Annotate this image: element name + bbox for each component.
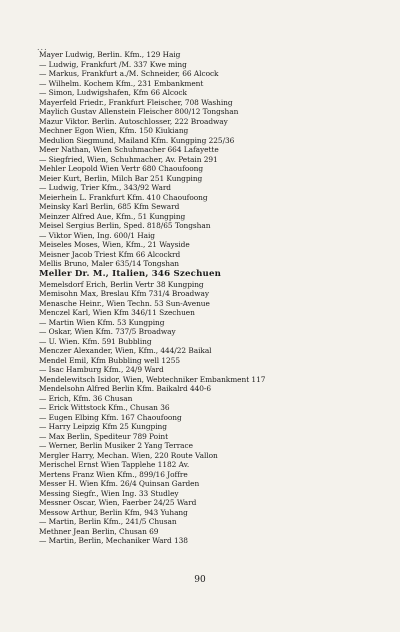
directory-entry: — Ludwig, Frankfurt /M. 337 Kwe ming bbox=[39, 59, 187, 69]
directory-entry: Menasche Heinr., Wien Techn. 53 Sun-Avenue bbox=[39, 298, 210, 308]
directory-entry: Methner Jean Berlin, Chusan 69 bbox=[39, 526, 159, 536]
directory-entry: Mergler Harry, Mechan. Wien, 220 Route Vallon bbox=[39, 450, 218, 460]
directory-entry: — Ludwig, Trier Kfm., 343/92 Ward bbox=[39, 183, 171, 192]
directory-entry: Maylich Gustav Allenstein Fleischer 800/12 Tongshan bbox=[39, 107, 239, 116]
directory-entry: Messow Arthur, Berlin Kfm, 943 Yuhang bbox=[39, 507, 188, 517]
directory-entry: Mellis Bruno, Maler 635/14 Tongshan bbox=[39, 259, 180, 268]
directory-entry: Meinsky Karl Berlin, 685 Kfm Seward bbox=[39, 202, 180, 211]
directory-entry: Mechner Egon Wien, Kfm. 150 Kiukiang bbox=[39, 126, 189, 135]
directory-entry: — Viktor Wien, Ing. 600/1 Haig bbox=[39, 230, 155, 240]
directory-entry: — Erick Wittstock Kfm., Chusan 36 bbox=[39, 403, 170, 412]
directory-entry: Memisohn Max, Breslau Kfm 731/4 Broadway bbox=[39, 289, 209, 298]
directory-entry: — Simon, Ludwigshafen, Kfm 66 Alcock bbox=[39, 88, 187, 97]
directory-entry: Meier Kurt, Berlin, Milch Bar 251 Kungping bbox=[39, 173, 203, 183]
directory-entry: Menczel Karl, Wien Kfm 346/11 Szechuen bbox=[39, 308, 195, 317]
directory-entry: Mendel Emil, Kfm Bubbling well 1255 bbox=[39, 355, 181, 365]
directory-entry: Messing Siegfr., Wien Ing. 33 Studley bbox=[39, 488, 179, 498]
directory-entry: Meer Nathan, Wien Schuhmacher 664 Lafayette bbox=[39, 145, 219, 154]
directory-entry: Mendelsohn Alfred Berlin Kfm. Baikalrd 440-6 bbox=[39, 384, 212, 393]
directory-entry: — Siegfried, Wien, Schuhmacher, Av. Petain 291 bbox=[39, 154, 218, 164]
directory-entry: Meinzer Alfred Aue, Kfm., 51 Kungping bbox=[39, 211, 186, 221]
directory-entries bbox=[39, 50, 380, 546]
directory-entry: Messer H. Wien Kfm. 26/4 Quinsan Garden bbox=[39, 479, 200, 488]
directory-entry: — Markus, Frankfurt a./M. Schneider, 66 Alcock bbox=[39, 69, 219, 78]
directory-entry: Mendelewitsch Isidor, Wien, Webtechniker Embankment 117 bbox=[39, 374, 266, 384]
directory-entry: — Wilhelm. Kochem Kfm., 231 Embankment bbox=[39, 78, 204, 88]
directory-entry: Mehler Leopold Wien Vertr 680 Chaoufoong bbox=[39, 164, 204, 173]
directory-entry: Meiseles Moses, Wien, Kfm., 21 Wayside bbox=[39, 240, 190, 249]
directory-entry: — Harry Leipzig Kfm 25 Kungping bbox=[39, 422, 167, 431]
directory-entry: Menczer Alexander, Wien, Kfm., 444/22 Baikal bbox=[39, 346, 212, 355]
directory-entry: — Martin Wien Kfm. 53 Kungping bbox=[39, 317, 165, 327]
page-number: 90 bbox=[194, 575, 206, 585]
directory-entry: Merischel Ernst Wien Tapplehe 1182 Av. bbox=[39, 460, 190, 469]
directory-entry: Medulion Siegmund, Mailand Kfm. Kungping 225/36 bbox=[39, 135, 235, 145]
directory-entry: — Oskar, Wien Kfm. 737/5 Broadway bbox=[39, 327, 176, 336]
directory-entry: Meller Dr. M., Italien, 346 Szechuen bbox=[39, 268, 222, 279]
directory-entry: Messner Oscar, Wien, Faerber 24/25 Ward bbox=[39, 498, 197, 507]
directory-entry: — Max Berlin, Spediteur 789 Point bbox=[39, 431, 169, 441]
directory-entry: — Eugen Elbing Kfm. 167 Chaoufoong bbox=[39, 412, 182, 422]
corner-mark: ... bbox=[37, 43, 48, 52]
directory-entry: — Martin, Berlin Kfm., 241/5 Chusan bbox=[39, 517, 177, 526]
directory-entry: Memelsdorf Erich, Berlin Vertr 38 Kungping bbox=[39, 279, 204, 289]
directory-entry: Meisner Jacob Triest Kfm 66 Alcockrd bbox=[39, 249, 181, 259]
directory-entry: Mayerfeld Friedr., Frankfurt Fleischer, 708 Washing bbox=[39, 97, 233, 107]
directory-entry: — Erich, Kfm. 36 Chusan bbox=[39, 393, 133, 403]
directory-entry: — Isac Hamburg Kfm., 24/9 Ward bbox=[39, 365, 164, 374]
directory-entry: Mertens Franz Wien Kfm., 899/16 Joffre bbox=[39, 469, 188, 479]
directory-entry: Meierhein L. Frankfurt Kfm. 410 Chaoufoong bbox=[39, 192, 208, 202]
directory-entry: — Werner, Berlin Musiker 2 Yang Terrace bbox=[39, 441, 193, 450]
directory-entry: — Martin, Berlin, Mechaniker Ward 138 bbox=[39, 536, 188, 545]
directory-entry: Mazur Viktor. Berlin. Autoschlosser, 222 Broadway bbox=[39, 116, 228, 126]
directory-entry: Meisel Sergius Berlin, Sped. 818/65 Tongshan bbox=[39, 221, 211, 230]
directory-entry: Mayer Ludwig, Berlin. Kfm., 129 Haig bbox=[39, 50, 181, 59]
directory-entry: — U. Wien. Kfm. 591 Bubbling bbox=[39, 336, 152, 346]
